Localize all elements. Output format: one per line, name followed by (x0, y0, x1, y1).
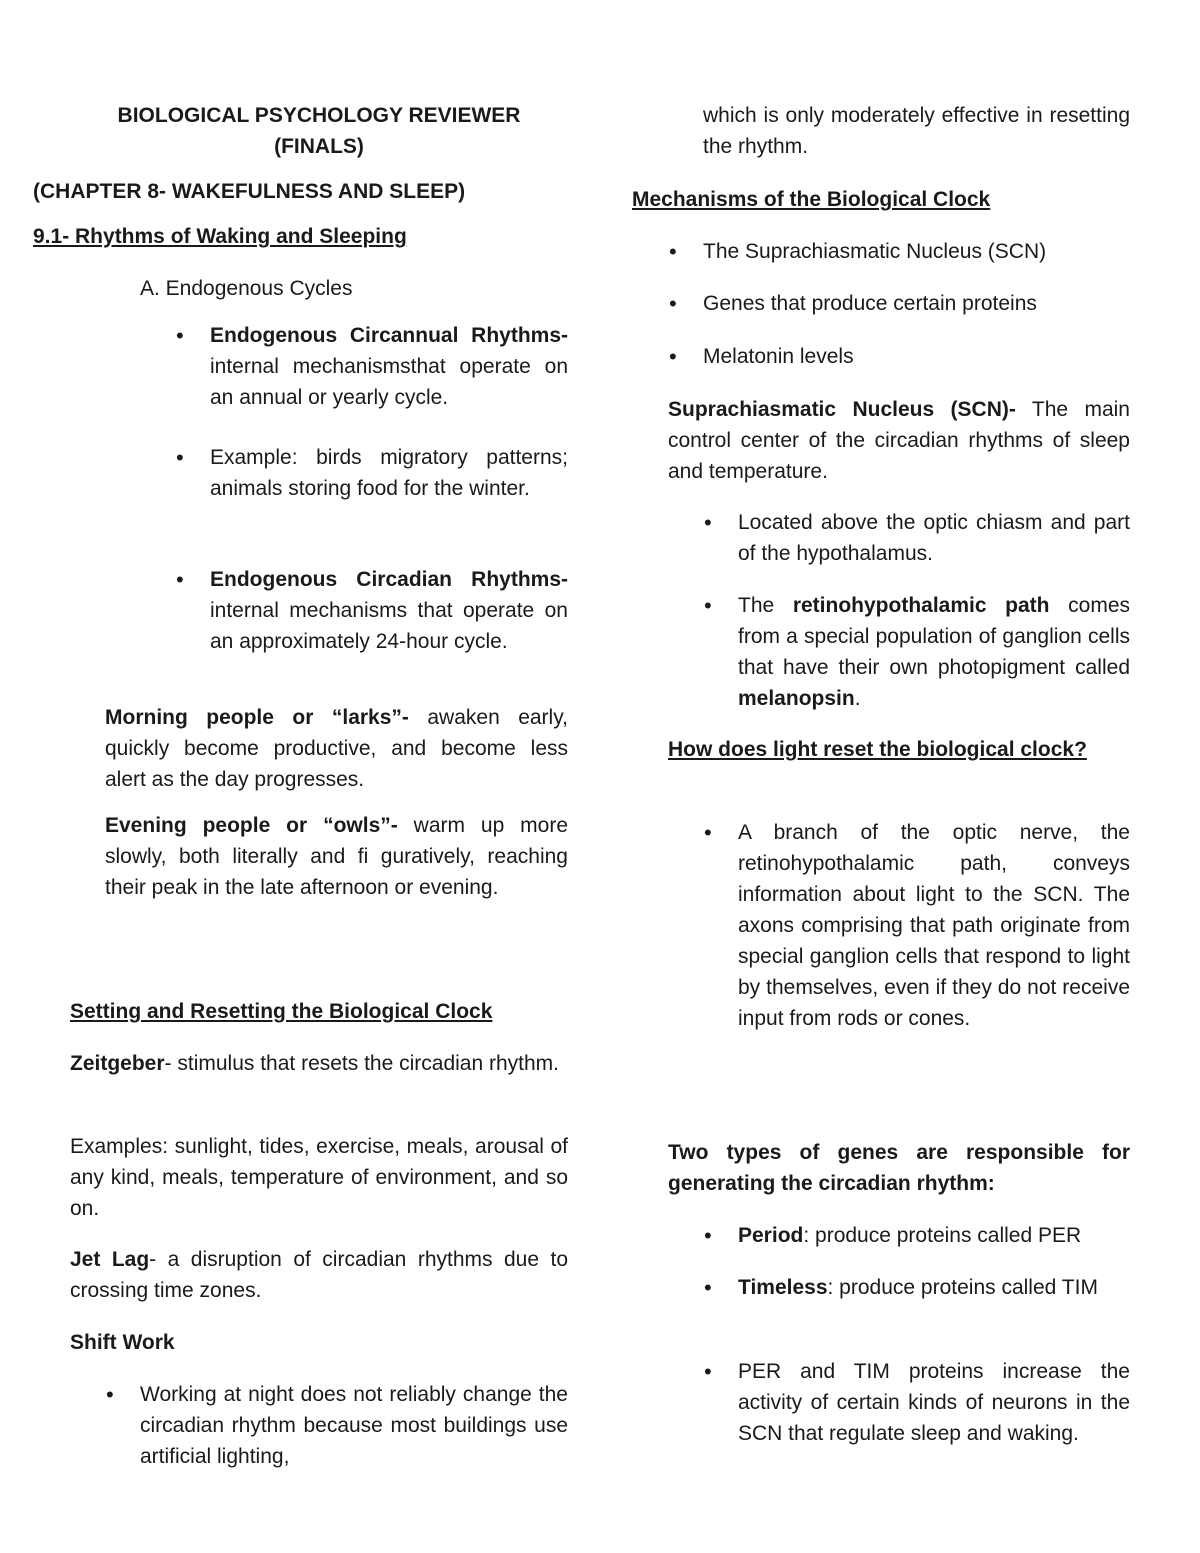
circadian-def: internal mechanisms that operate on an approximately 24-hour cycle. (210, 599, 568, 653)
genes-heading: Two types of genes are responsible for generating the circadian rhythm: (668, 1141, 1130, 1195)
circadian-item (210, 564, 568, 657)
shift-bullet: • Working at night does not reliably change the circadian rhythm because most buildings use artificial lighting, (140, 1379, 568, 1472)
chapter-heading: (CHAPTER 8- WAKEFULNESS AND SLEEP) (33, 180, 466, 203)
shift-heading: Shift Work (70, 1331, 175, 1354)
mechanisms-heading: Mechanisms of the Biological Clock (632, 188, 991, 211)
timeless-def: : produce proteins called TIM (827, 1276, 1098, 1299)
larks-term: Morning people or “larks”- (105, 706, 409, 729)
scn-def: The main control center of the circadian rhythms of sleep and temperature. (668, 398, 1130, 483)
owls-paragraph (105, 810, 568, 903)
light-heading (668, 734, 1130, 765)
light-bullet: • A branch of the optic nerve, the retinohypothalamic path, conveys information about light to the SCN. The axons comprising that path originate from special ganglion cells that respond to light by themselves, even if they do not receive input from rods or cones. (738, 817, 1130, 1034)
zeitgeber-paragraph (70, 1048, 568, 1079)
jetlag-term: Jet Lag (70, 1248, 150, 1271)
shift-continuation: which is only moderately effective in resetting the rhythm. (703, 104, 1130, 158)
scn-b2-mid: comes from a special population of ganglion cells that have their own photopigment called (738, 594, 1130, 679)
timeless-term: Timeless (738, 1276, 828, 1299)
scn-term: Suprachiasmatic Nucleus (SCN)- (668, 398, 1016, 421)
setting-heading: Setting and Resetting the Biological Clock (70, 1000, 493, 1023)
doc-title-line2: (FINALS) (274, 135, 364, 158)
scn-bullet-path (738, 590, 1130, 714)
melanopsin-term: melanopsin (738, 687, 855, 710)
circannual-def: internal mechanismsthat operate on an annual or yearly cycle. (210, 355, 568, 409)
scn-b2-end: . (854, 687, 861, 710)
scn-paragraph (668, 394, 1130, 487)
owls-term: Evening people or “owls”- (105, 814, 398, 837)
doc-title-line1: BIOLOGICAL PSYCHOLOGY REVIEWER (117, 104, 521, 127)
larks-paragraph (105, 702, 568, 795)
examples-paragraph: Examples: sunlight, tides, exercise, meals, arousal of any kind, meals, temperature of environment, and so on. (70, 1135, 568, 1220)
circannual-example: • Example: birds migratory patterns; animals storing food for the winter. (210, 442, 568, 504)
scn-b2-pre: The (738, 594, 793, 617)
circannual-term: Endogenous Circannual Rhythms- (210, 324, 568, 347)
doc-title (70, 100, 568, 162)
scn-bullet-location: • Located above the optic chiasm and part of the hypothalamus. (738, 507, 1130, 569)
light-heading-text: How does light reset the biological clock? (668, 738, 1087, 761)
mech-item: • The Suprachiasmatic Nucleus (SCN) (703, 236, 1130, 267)
retinohypothalamic-term: retinohypothalamic path (792, 594, 1050, 617)
mech-item: • Genes that produce certain proteins (703, 288, 1130, 319)
per-tim-bullet: • PER and TIM proteins increase the activity of certain kinds of neurons in the SCN that regulate sleep and waking. (738, 1356, 1130, 1449)
period-def: : produce proteins called PER (803, 1224, 1082, 1247)
period-term: Period (738, 1224, 804, 1247)
section-heading: 9.1- Rhythms of Waking and Sleeping (33, 225, 407, 248)
larks-def: awaken early, quickly become productive, and become less alert as the day progresses. (105, 706, 568, 791)
period-bullet (738, 1220, 1130, 1251)
zeitgeber-def: - stimulus that resets the circadian rhythm. (164, 1052, 560, 1075)
circannual-item (210, 320, 568, 413)
jetlag-paragraph (70, 1244, 568, 1306)
subsection-heading: A. Endogenous Cycles (140, 277, 353, 300)
jetlag-def: - a disruption of circadian rhythms due to crossing time zones. (70, 1248, 568, 1302)
mech-item: • Melatonin levels (703, 341, 1130, 372)
owls-def: warm up more slowly, both literally and fi guratively, reaching their peak in the late afternoon or evening. (105, 814, 568, 899)
circadian-term: Endogenous Circadian Rhythms- (210, 568, 568, 591)
zeitgeber-term: Zeitgeber (70, 1052, 165, 1075)
timeless-bullet (738, 1272, 1130, 1303)
